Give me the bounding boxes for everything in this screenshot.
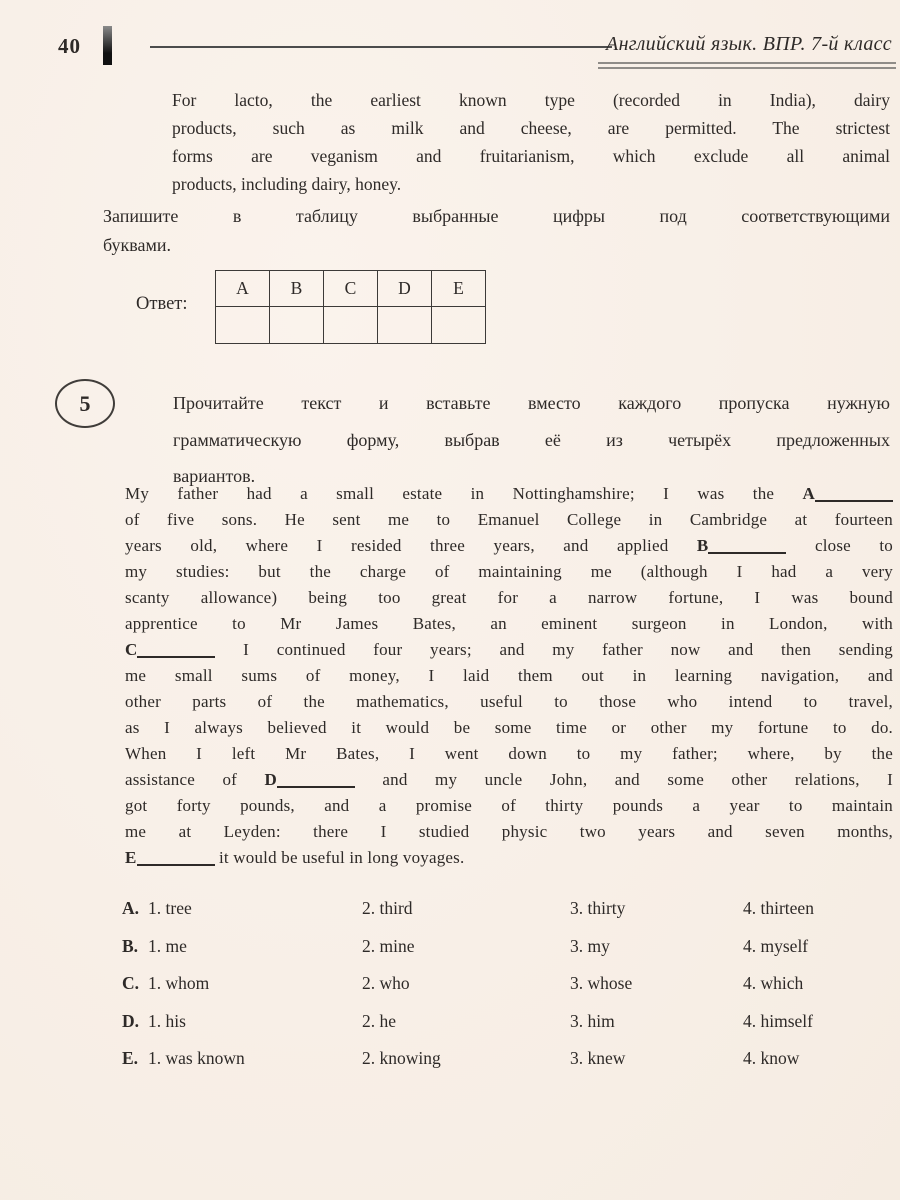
gap-letter-c: C (125, 640, 138, 659)
page-number: 40 (58, 34, 81, 58)
option-choice-4: 4. which (743, 973, 804, 993)
gap-blank-e (137, 862, 215, 866)
text-line: буквами. (103, 235, 171, 255)
text-line: scanty allowance) being too great for a narrow fortune, I was bound (125, 588, 893, 607)
text-line: C I continued four years; and my father now and then sending (125, 640, 893, 659)
option-choice-3: 3. knew (570, 1048, 626, 1068)
answer-cell-a (216, 307, 270, 344)
option-choice-3: 3. thirty (570, 898, 626, 918)
task-number-badge (55, 379, 115, 428)
header-title: Английский язык. ВПР. 7-й класс (606, 33, 892, 55)
text-line: My father had a small estate in Nottinghamshire; I was the A (125, 481, 893, 507)
option-row-a (122, 896, 888, 920)
header-title-underline (598, 62, 896, 69)
option-choice-1: 1. me (148, 935, 187, 956)
text-line: For lacto, the earliest known type (recorded in India), dairy (172, 90, 890, 110)
story-text (125, 481, 893, 871)
option-choice-2: 2. knowing (362, 1048, 441, 1068)
option-letter: B. (122, 935, 139, 956)
gap-blank-d (277, 784, 355, 788)
option-choice-3: 3. whose (570, 973, 633, 993)
answer-column-e: E (432, 271, 486, 307)
text-line: When I left Mr Bates, I went down to my father; where, by the (125, 744, 893, 763)
text-line: apprentice to Mr James Bates, an eminent surgeon in London, with (125, 614, 893, 633)
option-choice-2: 2. third (362, 898, 413, 918)
answer-cell-d (378, 307, 432, 344)
option-choice-2: 2. who (362, 973, 410, 993)
option-choice-3: 3. him (570, 1010, 615, 1031)
option-letter: C. (122, 973, 140, 993)
text-line: of five sons. He sent me to Emanuel College in Cambridge at fourteen (125, 510, 893, 529)
option-choice-2: 2. mine (362, 935, 415, 956)
gap-blank-a (815, 498, 893, 502)
answer-column-a: A (216, 271, 270, 307)
answer-table (215, 270, 486, 344)
text-line: вариантов. (173, 466, 256, 486)
text-line: got forty pounds, and a promise of thirty pounds a year to maintain (125, 796, 893, 815)
gap-letter-e: E (125, 848, 137, 867)
task5-instruction (173, 385, 890, 495)
text-line: me at Leyden: there I studied physic two years and seven months, (125, 822, 893, 841)
option-choice-1: 1. was known (148, 1048, 245, 1068)
answer-cell-e (432, 307, 486, 344)
options-table (122, 896, 888, 1070)
gap-letter-d: D (264, 770, 277, 789)
option-row-b (122, 934, 888, 958)
text-line: грамматическую форму, выбрав её из четырёх предложенных (173, 429, 890, 450)
text-line: me small sums of money, I laid them out in learning navigation, and (125, 666, 893, 685)
answer-label: Ответ: (136, 294, 188, 314)
option-choice-3: 3. my (570, 935, 610, 956)
header-rule (150, 46, 612, 48)
option-row-e (122, 1046, 888, 1070)
task-number: 5 (79, 390, 91, 416)
gap-letter-b: B (696, 536, 709, 555)
answer-cell-c (324, 307, 378, 344)
text-line: Прочитайте текст и вставьте вместо каждого пропуска нужную (173, 393, 890, 413)
gap-blank-b (708, 550, 786, 554)
text-line: my studies: but the charge of maintaining me (although I had a very (125, 562, 893, 581)
option-choice-1: 1. tree (148, 898, 192, 918)
text-line: as I always believed it would be some time or other my fortune to do. (125, 718, 893, 737)
option-row-c (122, 971, 888, 995)
answer-column-d: D (378, 271, 432, 307)
text-line: Запишите в таблицу выбранные цифры под соответствующими (103, 206, 890, 226)
text-line: E it would be useful in long voyages. (125, 848, 465, 867)
option-letter: D. (122, 1010, 140, 1031)
text-line: forms are veganism and fruitarianism, which exclude all animal (172, 146, 890, 166)
answer-cell-b (270, 307, 324, 344)
option-choice-2: 2. he (362, 1010, 397, 1031)
write-digits-instruction (103, 202, 890, 260)
option-choice-1: 1. his (148, 1010, 186, 1031)
text-line: products, including dairy, honey. (172, 174, 402, 194)
option-choice-4: 4. myself (743, 935, 809, 956)
lacto-paragraph (172, 86, 890, 198)
gap-blank-c (137, 654, 215, 658)
text-line: products, such as milk and cheese, are permitted. The strictest (172, 118, 890, 138)
option-choice-1: 1. whom (148, 973, 210, 993)
text-line: assistance of D and my uncle John, and some other relations, I (125, 770, 893, 789)
option-choice-4: 4. himself (743, 1010, 813, 1031)
text-line: other parts of the mathematics, useful to those who intend to travel, (125, 692, 893, 711)
gap-letter-a: A (802, 484, 815, 503)
answer-column-c: C (324, 271, 378, 307)
text-line: years old, where I resided three years, and applied B close to (125, 536, 894, 555)
option-letter: E. (122, 1048, 139, 1068)
answer-column-b: B (270, 271, 324, 307)
option-choice-4: 4. thirteen (743, 898, 814, 918)
header-divider-bar (103, 26, 112, 65)
option-row-d (122, 1009, 888, 1033)
option-letter: A. (122, 898, 140, 918)
option-choice-4: 4. know (743, 1048, 800, 1068)
